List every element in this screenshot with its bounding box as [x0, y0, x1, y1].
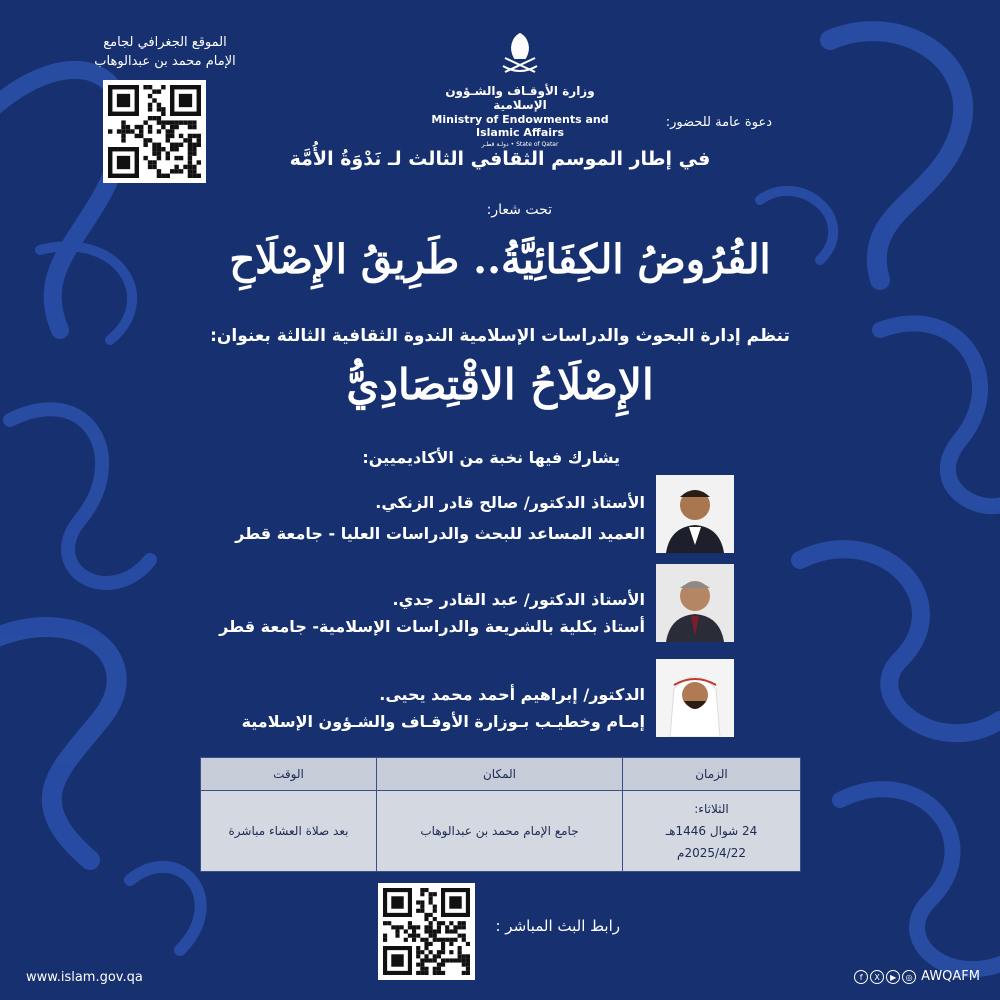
- x-icon[interactable]: X: [870, 970, 884, 984]
- speaker-2: [125, 588, 645, 640]
- schedule-time-cell: بعد صلاة العشاء مباشرة: [201, 791, 377, 872]
- website-link[interactable]: www.islam.gov.qa: [26, 970, 143, 985]
- location-qr-label-line2: الإمام محمد بن عبدالوهاب: [94, 54, 236, 69]
- participants-label: يشارك فيها نخبة من الأكاديميين:: [362, 448, 620, 467]
- speaker-3-name: الدكتور/ إبراهيم أحمد محمد يحيى.: [379, 685, 645, 704]
- schedule-date-gregorian: 2025/4/22م: [677, 846, 746, 860]
- live-stream-label: رابط البث المباشر :: [495, 917, 620, 935]
- instagram-icon[interactable]: ◎: [902, 970, 916, 984]
- social-handle-text: AWQAFM: [921, 969, 980, 984]
- social-handle[interactable]: [854, 969, 980, 984]
- location-qr-label: [40, 33, 290, 71]
- context-line: في إطار الموسم الثقافي الثالث لـ نَدْوَةُ الأُمَّة: [289, 148, 711, 170]
- schedule-header-time: الوقت: [201, 758, 377, 791]
- slogan-title: الفُرُوضُ الكِفَائِيَّةُ.. طَرِيقُ الإِصْلَاحِ: [229, 236, 771, 283]
- schedule-header-place: المكان: [377, 758, 623, 791]
- schedule-date-cell: [623, 791, 801, 872]
- speaker-1-role: العميد المساعد للبحث والدراسات العليا - جامعة قطر: [235, 524, 645, 543]
- speaker-3-photo: [656, 659, 734, 737]
- schedule-day: الثلاثاء:: [694, 802, 729, 816]
- facebook-icon[interactable]: f: [854, 970, 868, 984]
- ministry-name-ar: وزارة الأوقـاف والشـؤون الإسلامية: [445, 84, 595, 112]
- schedule-header-row: [201, 758, 801, 791]
- location-qr-label-line1: الموقع الجغرافي لجامع: [103, 35, 227, 50]
- speaker-1: [125, 491, 645, 547]
- live-stream-qr-code[interactable]: [378, 883, 475, 980]
- emblem-icon: [495, 28, 545, 78]
- schedule-place-cell: جامع الإمام محمد بن عبدالوهاب: [377, 791, 623, 872]
- speaker-3: [125, 683, 645, 735]
- schedule-row: [201, 791, 801, 872]
- schedule-date-hijri: 24 شوال 1446هـ: [665, 824, 758, 838]
- speaker-1-photo: [656, 475, 734, 553]
- slogan-label: تحت شعار:: [486, 202, 552, 218]
- speaker-3-role: إمـام وخطيـب بـوزارة الأوقـاف والشـؤون الإسلامية: [241, 712, 645, 731]
- invite-label: دعوة عامة للحضور:: [665, 115, 772, 130]
- youtube-icon[interactable]: ▶: [886, 970, 900, 984]
- speaker-2-role: أستاذ بكلية بالشريعة والدراسات الإسلامية- جامعة قطر: [219, 617, 645, 636]
- qr-code-icon: [383, 888, 470, 975]
- schedule-table: [200, 757, 801, 872]
- qr-code-icon: [108, 85, 201, 178]
- speaker-1-name: الأستاذ الدكتور/ صالح قادر الزنكي.: [375, 493, 645, 512]
- schedule-header-date: الزمان: [623, 758, 801, 791]
- ministry-logo: [420, 28, 620, 148]
- state-label: State of Qatar • دولـة قطـر: [481, 141, 559, 148]
- location-qr-code[interactable]: [103, 80, 206, 183]
- speaker-2-photo: [656, 564, 734, 642]
- ministry-name-en: Ministry of Endowments and Islamic Affairs: [431, 113, 609, 139]
- organizer-line: تنظم إدارة البحوث والدراسات الإسلامية الندوة الثقافية الثالثة بعنوان:: [210, 326, 790, 346]
- speaker-2-name: الأستاذ الدكتور/ عبد القادر جدي.: [392, 590, 645, 609]
- seminar-subject: الإِصْلَاحُ الاقْتِصَادِيُّ: [346, 360, 654, 409]
